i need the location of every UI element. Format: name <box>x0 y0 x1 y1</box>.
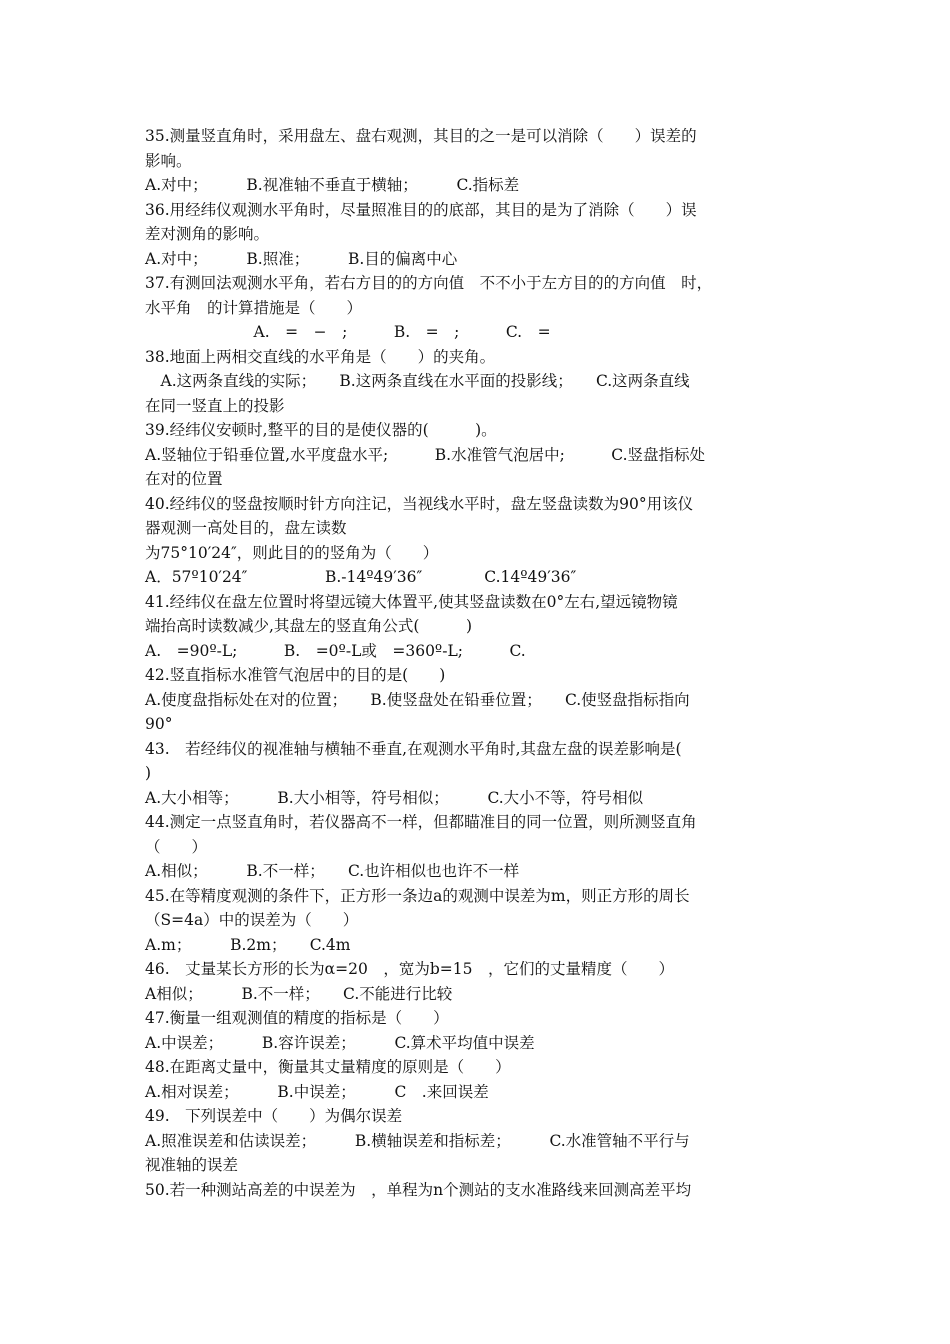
text-line: 42.竖直指标水准管气泡居中的目的是( ) <box>145 666 446 684</box>
text-line: 43. 若经纬仪的视准轴与横轴不垂直,在观测水平角时,其盘左盘的误差影响是( <box>145 739 682 758</box>
text-line: A相似； B.不一样； C.不能进行比较 <box>145 984 453 1003</box>
text-line: 端抬高时读数减少,其盘左的竖直角公式( ) <box>145 617 473 635</box>
text-line: （S=4a）中的误差为（ ） <box>145 911 359 929</box>
text-line: A.竖轴位于铅垂位置,水平度盘水平; B.水准管气泡居中; C.竖盘指标处 <box>145 445 706 464</box>
text-line: 35.测量竖直角时，采用盘左、盘右观测，其目的之一是可以消除（ ）误差的 <box>145 127 697 145</box>
text-line: 影响。 <box>145 151 192 170</box>
text-line: 44.测定一点竖直角时，若仪器高不一样，但都瞄准目的同一位置，则所测竖直角 <box>145 813 697 831</box>
text-line: 50.若一种测站高差的中误差为 ，单程为n个测站的支水准路线来回测高差平均 <box>145 1180 692 1199</box>
text-line: 在同一竖直上的投影 <box>145 396 285 415</box>
text-line: A.m； B.2m； C.4m <box>145 935 351 954</box>
text-line: 46. 丈量某长方形的长为α=20 ，宽为b=15 ，它们的丈量精度（ ） <box>145 960 674 978</box>
text-line: A.照准误差和估读误差； B.横轴误差和指标差； C.水准管轴不平行与 <box>145 1131 690 1150</box>
text-line: 39.经纬仪安顿时,整平的目的是使仪器的( )。 <box>145 421 497 439</box>
text-line: A. = − ; B. = ; C. = <box>145 323 551 341</box>
text-line: 为75°10′24″，则此目的的竖角为（ ） <box>145 543 439 562</box>
text-line: 48.在距离丈量中，衡量其丈量精度的原则是（ ） <box>145 1058 511 1076</box>
text-line: 41.经纬仪在盘左位置时将望远镜大体置平,使其竖盘读数在0°左右,望远镜物镜 <box>145 592 678 611</box>
text-line: 49. 下列误差中（ ）为偶尔误差 <box>145 1107 403 1125</box>
document-page <box>145 124 810 1202</box>
text-line: A. =90º-L; B. =0º-L或 =360º-L; C. <box>145 641 526 660</box>
text-line: 45.在等精度观测的条件下，正方形一条边a的观测中误差为m，则正方形的周长 <box>145 886 690 905</box>
text-line: A.对中； B.视准轴不垂直于横轴； C.指标差 <box>145 176 520 194</box>
text-line: A.大小相等； B.大小相等，符号相似； C.大小不等，符号相似 <box>145 788 644 807</box>
text-line: A.中误差； B.容许误差； C.算术平均值中误差 <box>145 1033 535 1052</box>
text-line: 水平角 的计算措施是（ ） <box>145 298 363 317</box>
text-line: A.这两条直线的实际； B.这两条直线在水平面的投影线； C.这两条直线 <box>145 372 690 390</box>
text-line: 37.有测回法观测水平角，若右方目的的方向值 不不小于左方目的的方向值 时， <box>145 274 713 292</box>
text-line: 36.用经纬仪观测水平角时，尽量照准目的的底部，其目的是为了消除（ ）误 <box>145 200 697 219</box>
text-line: 器观测一高处目的，盘左读数 <box>145 519 347 537</box>
text-line: 在对的位置 <box>145 470 223 488</box>
text-line: 38.地面上两相交直线的水平角是（ ）的夹角。 <box>145 347 496 366</box>
text-line: 40.经纬仪的竖盘按顺时针方向注记，当视线水平时，盘左竖盘读数为90°用该仪 <box>145 494 694 513</box>
text-line: A.使度盘指标处在对的位置； B.使竖盘处在铅垂位置； C.使竖盘指标指向 <box>145 690 690 709</box>
text-line: 差对测角的影响。 <box>145 225 270 243</box>
text-line: 视准轴的误差 <box>145 1156 239 1174</box>
text-line: 90° <box>145 715 173 733</box>
text-line: ) <box>145 764 152 782</box>
text-line: A.相对误差； B.中误差； C .来回误差 <box>145 1082 489 1101</box>
text-line: （ ） <box>145 837 208 856</box>
text-line: 47.衡量一组观测值的精度的指标是（ ） <box>145 1009 449 1027</box>
text-line: A.对中； B.照准； B.目的偏离中心 <box>145 249 458 268</box>
text-line: A.相似； B.不一样； C.也许相似也也许不一样 <box>145 862 520 880</box>
text-line: A．57º10′24″ B.-14º49′36″ C.14º49′36″ <box>145 568 577 586</box>
